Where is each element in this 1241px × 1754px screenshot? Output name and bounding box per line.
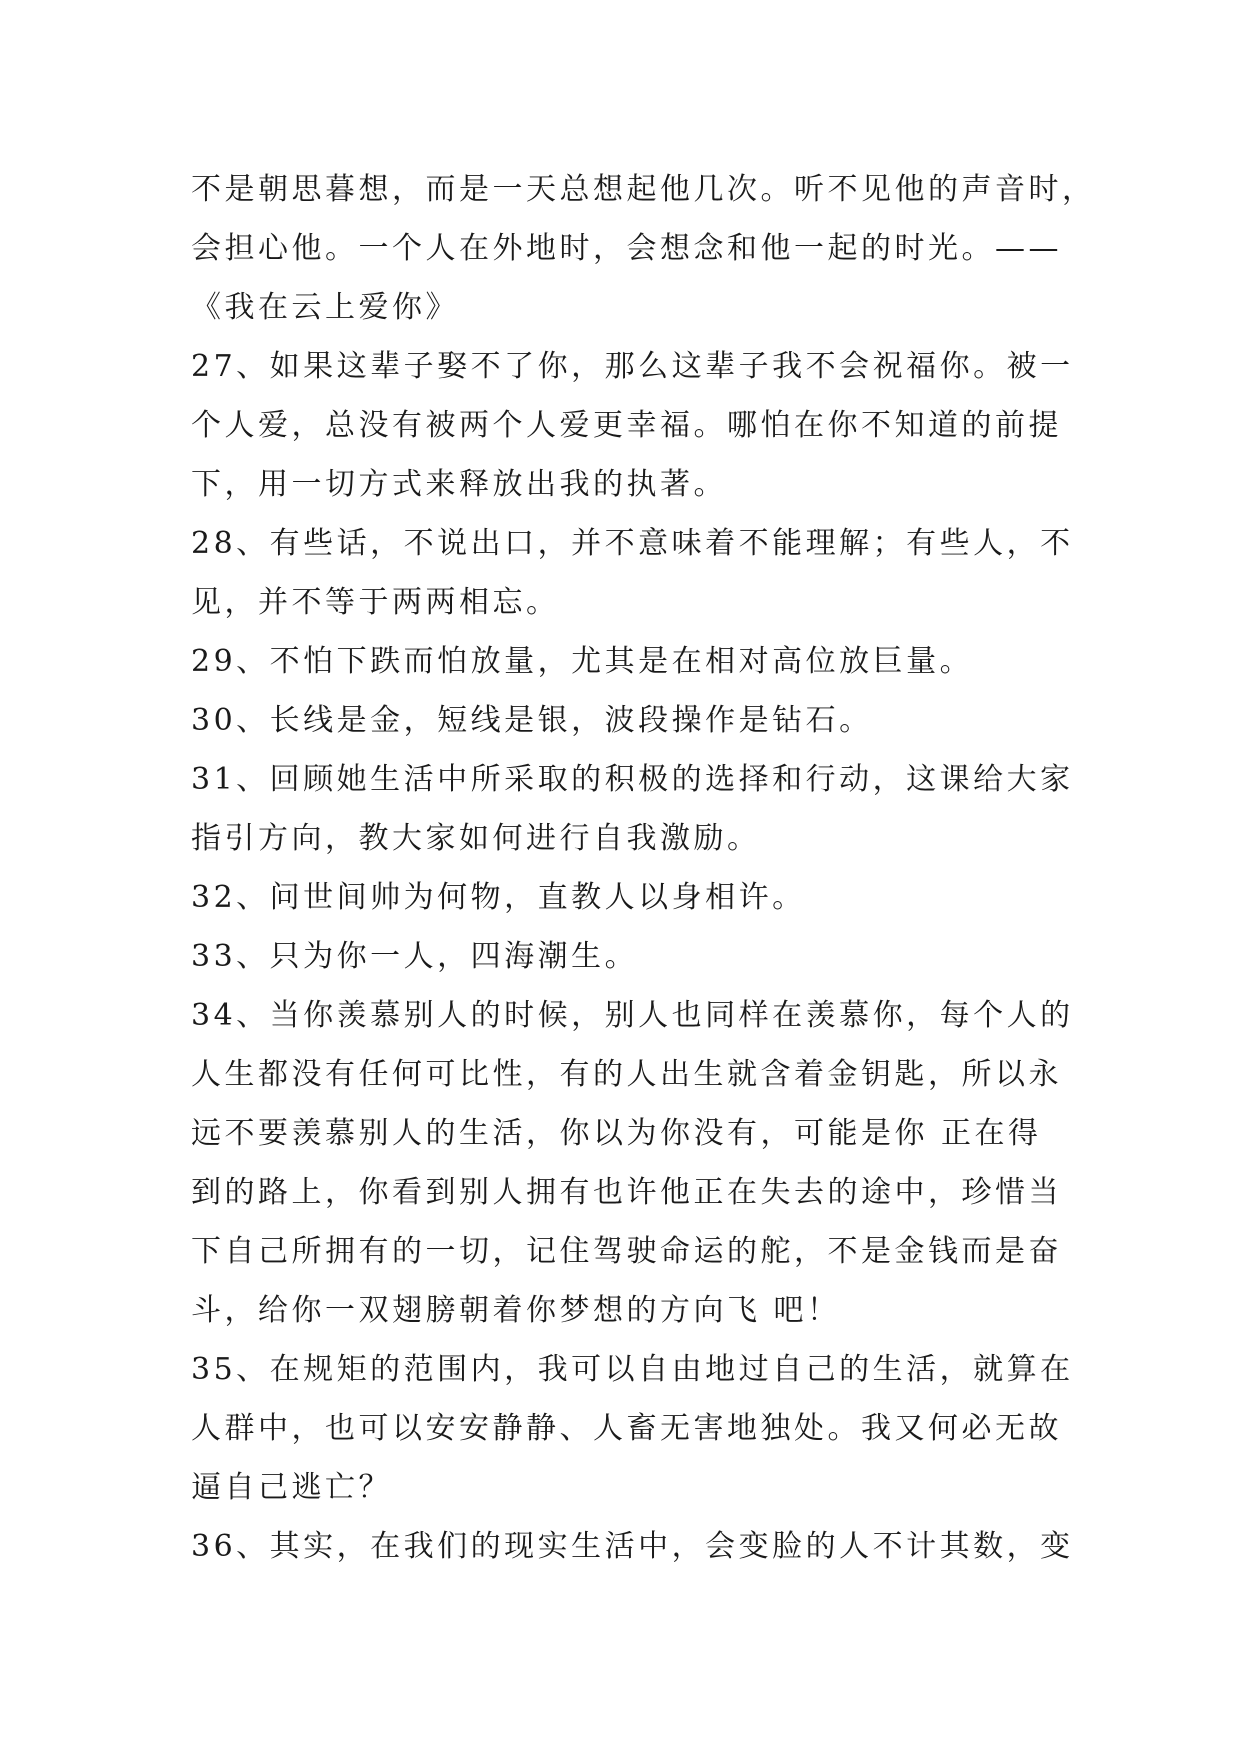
text-line: 29、不怕下跌而怕放量，尤其是在相对高位放巨量。 — [191, 644, 974, 679]
text-line: 32、问世间帅为何物，直教人以身相许。 — [191, 880, 806, 915]
text-line: 见，并不等于两两相忘。 — [191, 585, 560, 620]
text-line: 33、只为你一人，四海潮生。 — [191, 939, 639, 974]
text-line: 指引方向，教大家如何进行自我激励。 — [191, 821, 761, 856]
text-line: 35、在规矩的范围内，我可以自由地过自己的生活，就算在 — [191, 1352, 1074, 1387]
text-line: 31、回顾她生活中所采取的积极的选择和行动，这课给大家 — [191, 762, 1074, 797]
text-line: 人生都没有任何可比性，有的人出生就含着金钥匙，所以永 — [191, 1057, 1062, 1092]
document-body — [191, 160, 1096, 1576]
text-line: 28、有些话，不说出口，并不意味着不能理解；有些人，不 — [191, 526, 1074, 561]
text-line: 逼自己逃亡？ — [191, 1470, 392, 1505]
text-line: 斗，给你一双翅膀朝着你梦想的方向飞 吧！ — [191, 1293, 841, 1328]
text-line: 下自己所拥有的一切，记住驾驶命运的舵，不是金钱而是奋 — [191, 1234, 1062, 1269]
text-line: 《我在云上爱你》 — [191, 290, 459, 325]
text-line: 36、其实，在我们的现实生活中，会变脸的人不计其数，变 — [191, 1529, 1074, 1564]
text-line: 会担心他。一个人在外地时，会想念和他一起的时光。—— — [191, 231, 1062, 266]
text-line: 个人爱，总没有被两个人爱更幸福。哪怕在你不知道的前提 — [191, 408, 1062, 443]
text-line: 30、长线是金，短线是银，波段操作是钻石。 — [191, 703, 873, 738]
text-line: 34、当你羡慕别人的时候，别人也同样在羡慕你，每个人的 — [191, 998, 1074, 1033]
text-line: 人群中，也可以安安静静、人畜无害地独处。我又何必无故 — [191, 1411, 1062, 1446]
text-line: 到的路上，你看到别人拥有也许他正在失去的途中，珍惜当 — [191, 1175, 1062, 1210]
text-line: 远不要羡慕别人的生活，你以为你没有，可能是你 正在得 — [191, 1116, 1042, 1151]
text-line: 27、如果这辈子娶不了你，那么这辈子我不会祝福你。被一 — [191, 349, 1074, 384]
text-line: 不是朝思暮想，而是一天总想起他几次。听不见他的声音时， — [191, 172, 1096, 207]
text-line: 下，用一切方式来释放出我的执著。 — [191, 467, 727, 502]
